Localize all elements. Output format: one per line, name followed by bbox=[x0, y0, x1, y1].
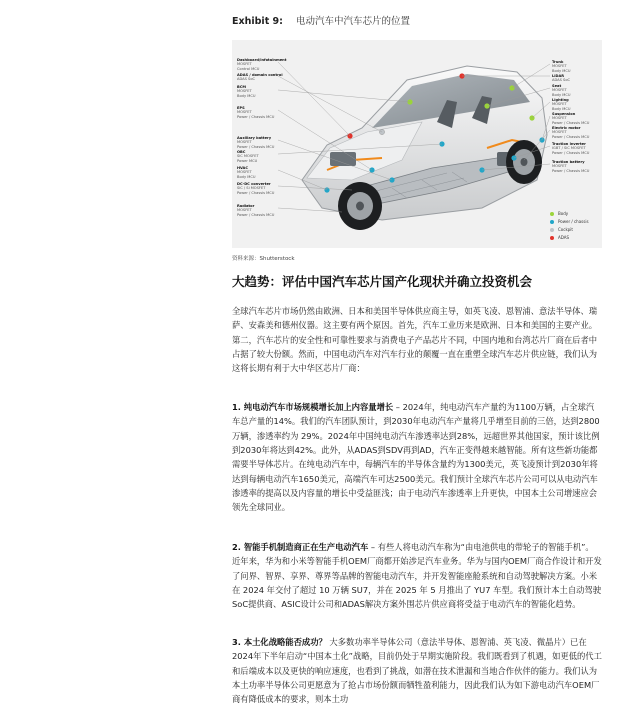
callout-dashboard: Dashboard/infotainment MOSFET Control MCU bbox=[237, 58, 287, 71]
paragraph-point-1-body: – 2024年，纯电动汽车产量约为1100万辆，占全球汽车总产量的14%。我们的汽车团队预计，到2030年电动汽车产量将几乎增至目前的三倍，达到2800万辆，渗透率约为 29%。2024年中国纯电动汽车渗透率达到28%，远超世界其他国家，预计该比例到2030年将达到42%。此外，从ADAS到SDV再到AD，汽车正变得越来越智能。所有这些新功能都需要半导体芯片。在纯电动汽车中，每辆汽车的半导体含量约为1300美元，英飞凌预计到2030年将达到每辆电动汽车1650美元，高端汽车可达2500美元。我们预计全球汽车芯片公司可以从电动汽车渗透率的提高以及内容量的增长中受益匪浅；由于电动汽车渗透率上升更快，中国本土公司增速应会领先全球同业。 bbox=[232, 402, 600, 513]
callout-eps: EPS MOSFET Power / Chassis MCU bbox=[237, 106, 275, 119]
callout-bcm: BCM MOSFET Body MCU bbox=[237, 85, 256, 98]
exhibit-label: Exhibit 9: bbox=[232, 16, 283, 27]
section-heading: 大趋势：评估中国汽车芯片国产化现状并确立投资机会 bbox=[232, 274, 533, 289]
paragraph-point-2-body: – 有些人将电动汽车称为“由电池供电的带轮子的智能手机”。近年来，华为和小米等智能手机OEM厂商都开始涉足汽车业务。华为与国内OEM厂商合作设计和开发了问界、智界、享界、尊界等品牌的智能电动汽车，并开发智能座舱系统和自动驾驶解决方案。小米在 2024 年交付了超过 10 万辆 SU7，并在 2025 年 5 月推出了 YU7 车型。我们预计本土自动驾驶SoC提供商、ASIC设计公司和ADAS解决方案外围芯片供应商将受益于电动汽车的智能化趋势。 bbox=[232, 542, 602, 610]
legend-dot-adas bbox=[550, 236, 554, 240]
exhibit-caption bbox=[232, 13, 410, 27]
paragraph-point-3 bbox=[232, 635, 602, 707]
legend-item-power: Power / chassis bbox=[550, 218, 589, 226]
paragraph-point-2 bbox=[232, 540, 602, 612]
callout-trunk: Trunk MOSFET Body MCU bbox=[552, 60, 571, 73]
legend-dot-cockpit bbox=[550, 228, 554, 232]
callout-hvac: HVAC MOSFET Body MCU bbox=[237, 166, 256, 179]
callout-lidar: LiDAR ADAS SoC bbox=[552, 74, 571, 83]
callout-radiator: Radiator MOSFET Power / Chassis MCU bbox=[237, 204, 275, 217]
callout-lighting: Lighting MOSFET Body MCU bbox=[552, 98, 571, 111]
rear-wheel-shape bbox=[506, 140, 542, 184]
exhibit-title: 电动汽车中汽车芯片的位置 bbox=[295, 16, 410, 27]
front-wheel-shape bbox=[338, 182, 382, 230]
legend-item-cockpit: Cockpit bbox=[550, 226, 589, 234]
legend-item-body: Body bbox=[550, 210, 589, 218]
paragraph-point-1-lead: 1. 纯电动汽车市场规模增长加上内容量增长 bbox=[232, 402, 394, 412]
paragraph-point-3-lead: 3. 本土化战略能否成功？ bbox=[232, 637, 327, 647]
paragraph-intro: 全球汽车芯片市场仍然由欧洲、日本和美国半导体供应商主导，如英飞凌、恩智浦、意法半导体、瑞萨、安森美和德州仪器。这主要有两个原因。首先，汽车工业历来是欧洲、日本和美国的主要产业。第二，汽车芯片的安全性和可靠性要求与消费电子产品芯片不同，中国内地和台湾芯片厂商在后者中占据了较大份额。然而，中国电动汽车对汽车行业的颠覆一直在重塑全球汽车芯片供应链，我们认为这将长期有利于大中华区芯片厂商： bbox=[232, 306, 598, 374]
legend-dot-body bbox=[550, 212, 554, 216]
callout-adas-domain: ADAS / domain control ADAS SoC bbox=[237, 73, 283, 82]
callout-dc-dc: DC-DC converter SiC / Si MOSFET Power / Chassis MCU bbox=[237, 182, 275, 195]
ev-chip-figure bbox=[232, 40, 602, 248]
callout-traction-battery: Traction battery MOSFET Power / Chassis MCU bbox=[552, 160, 590, 173]
figure-legend bbox=[550, 210, 589, 242]
legend-item-adas: ADAS bbox=[550, 234, 589, 242]
paragraph-point-2-lead: 2. 智能手机制造商正在生产电动汽车 bbox=[232, 542, 369, 552]
paragraph-point-3-body: 大多数功率半导体公司（意法半导体、恩智浦、英飞凌、微晶片）已在2024年下半年启动“中国本土化”战略，目前仍处于早期实施阶段。我们既看到了机遇，如更低的代工和后端成本以及更快的响应速度，也看到了挑战，如潜在技术泄漏和当地合作伙伴的能力。我们认为本土功率半导体公司更愿意为了抢占市场份额而牺牲盈利能力，因此我们认为如下游电动汽车OEM厂商有降低成本的要求，则本土功 bbox=[232, 637, 602, 705]
legend-dot-power bbox=[550, 220, 554, 224]
paragraph-point-1 bbox=[232, 400, 602, 515]
callout-electric-motor: Electric motor MOSFET Power / Chassis MCU bbox=[552, 126, 590, 139]
ev-cutaway-illustration bbox=[232, 40, 602, 248]
figure-source: 资料来源：Shutterstock bbox=[232, 256, 295, 262]
callout-obc: OBC SiC MOSFET Power MCU bbox=[237, 150, 259, 163]
callout-suspension: Suspension MOSFET Power / Chassis MCU bbox=[552, 112, 590, 125]
callout-traction-inverter: Traction inverter IGBT / SiC MOSFET Power / Chassis MCU bbox=[552, 142, 590, 155]
callout-seat: Seat MOSFET Body MCU bbox=[552, 84, 571, 97]
callout-aux-battery: Auxiliary battery MOSFET Power / Chassis MCU bbox=[237, 136, 275, 149]
